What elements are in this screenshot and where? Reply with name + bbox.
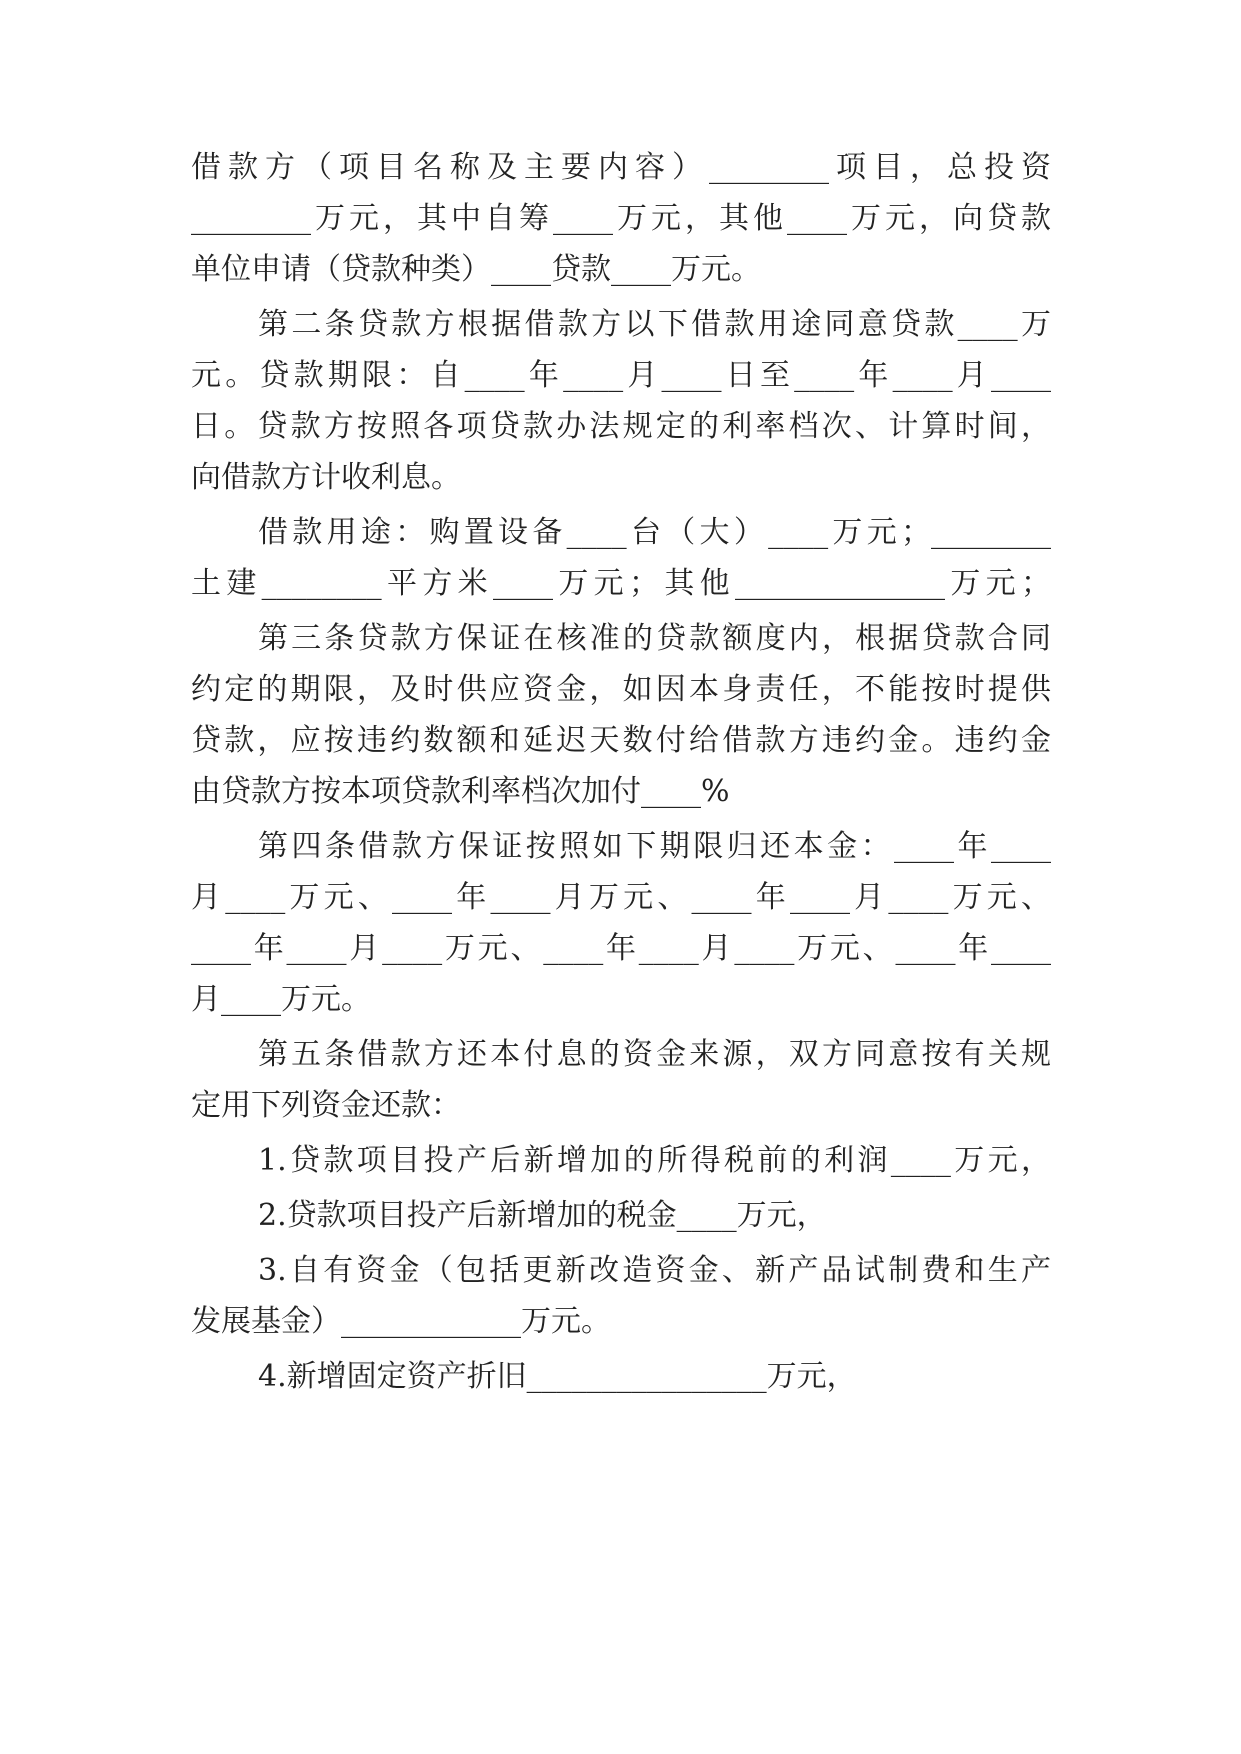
text-line-4: 第二条贷款方根据借款方以下借款用途同意贷款____万 <box>258 307 1051 342</box>
text-line-13: 由贷款方按本项贷款利率档次加付____% <box>191 774 730 809</box>
text-line-23: 发展基金）____________万元。 <box>191 1304 611 1339</box>
text-line-19: 定用下列资金还款： <box>191 1088 461 1123</box>
text-line-22: 3.自有资金（包括更新改造资金、新产品试制费和生产 <box>258 1253 1051 1288</box>
text-line-11: 约定的期限，及时供应资金，如因本身责任，不能按时提供 <box>191 672 1051 707</box>
text-line-21: 2.贷款项目投产后新增加的税金____万元， <box>258 1198 827 1233</box>
text-line-24: 4.新增固定资产折旧________________万元， <box>258 1359 857 1394</box>
text-line-17: 月____万元。 <box>191 982 371 1017</box>
text-line-20: 1.贷款项目投产后新增加的所得税前的利润____万元， <box>258 1143 1051 1178</box>
text-line-14: 第四条借款方保证按照如下期限归还本金：____年____ <box>258 829 1051 864</box>
text-line-2: ________万元，其中自筹____万元，其他____万元，向贷款 <box>191 201 1051 236</box>
text-line-9: 土建________平方米____万元；其他______________万元； <box>191 566 1051 601</box>
text-line-10: 第三条贷款方保证在核准的贷款额度内，根据贷款合同 <box>258 621 1051 656</box>
text-line-3: 单位申请（贷款种类）____贷款____万元。 <box>191 252 761 287</box>
text-line-7: 向借款方计收利息。 <box>191 460 461 495</box>
text-line-5: 元。贷款期限：自____年____月____日至____年____月____ <box>191 358 1051 393</box>
text-line-18: 第五条借款方还本付息的资金来源，双方同意按有关规 <box>258 1037 1051 1072</box>
text-line-16: ____年____月____万元、____年____月____万元、____年____ <box>191 931 1051 966</box>
text-line-6: 日。贷款方按照各项贷款办法规定的利率档次、计算时间， <box>191 409 1051 444</box>
text-line-8: 借款用途：购置设备____台（大）____万元；________ <box>258 515 1051 550</box>
text-line-15: 月____万元、____年____月万元、____年____月____万元、 <box>191 880 1051 915</box>
text-line-1: 借款方（项目名称及主要内容）________项目，总投资 <box>191 150 1051 185</box>
text-line-12: 贷款，应按违约数额和延迟天数付给借款方违约金。违约金 <box>191 723 1051 758</box>
